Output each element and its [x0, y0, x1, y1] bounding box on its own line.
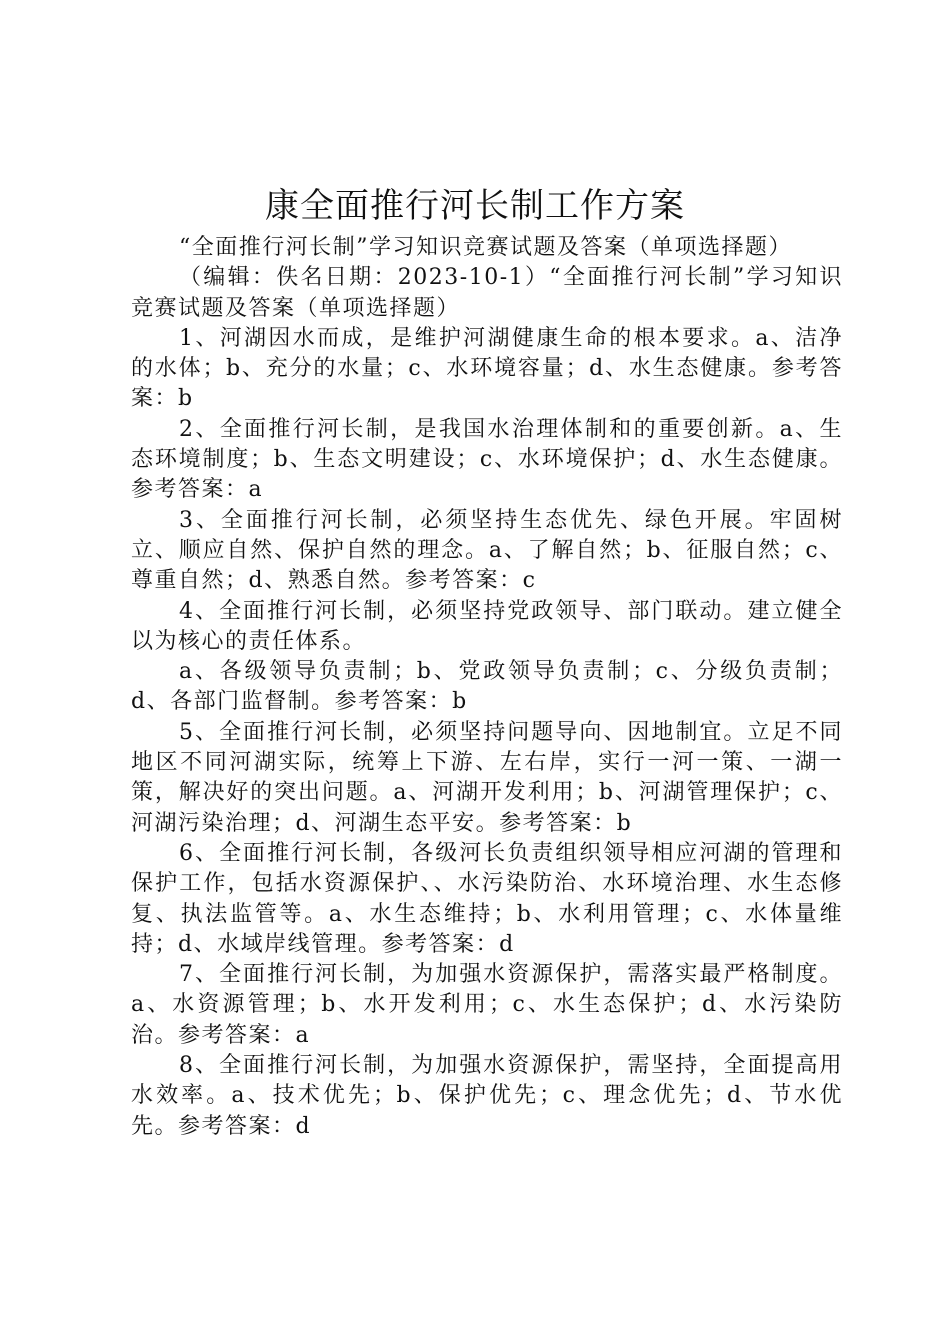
- paragraph-question-7: 7、全面推行河长制，为加强水资源保护，需落实最严格制度。a、水资源管理；b、水开发利用；c、水生态保护；d、水污染防治。参考答案：a: [131, 962, 843, 1048]
- paragraph-question-6: 6、全面推行河长制，各级河长负责组织领导相应河湖的管理和保护工作，包括水资源保护、、水污染防治、水环境治理、水生态修复、执法监管等。a、水生态维持；b、水利用管理；c、水体量维持；d、水域岸线管理。参考答案：d: [131, 840, 843, 957]
- document-body: [131, 233, 843, 1142]
- paragraph-question-2: 2、全面推行河长制，是我国水治理体制和的重要创新。a、生态环境制度；b、生态文明建设；c、水环境保护；d、水生态健康。参考答案：a: [131, 416, 843, 503]
- paragraph-question-3: 3、全面推行河长制，必须坚持生态优先、绿色开展。牢固树立、顺应自然、保护自然的理念。a、了解自然；b、征服自然；c、尊重自然；d、熟悉自然。参考答案：c: [131, 507, 843, 594]
- paragraph-question-4: 4、全面推行河长制，必须坚持党政领导、部门联动。建立健全以为核心的责任体系。: [131, 598, 843, 654]
- paragraph-question-5: 5、全面推行河长制，必须坚持问题导向、因地制宜。立足不同地区不同河湖实际，统筹上下游、左右岸，实行一河一策、一湖一策，解决好的突出问题。a、河湖开发利用；b、河湖管理保护；c、河湖污染治理；d、河湖生态平安。参考答案：b: [131, 719, 843, 836]
- paragraph-subtitle: “全面推行河长制”学习知识竞赛试题及答案（单项选择题）: [179, 235, 792, 260]
- paragraph-question-8: 8、全面推行河长制，为加强水资源保护，需坚持，全面提高用水效率。a、技术优先；b、保护优先；c、理念优先；d、节水优先。参考答案：d: [131, 1053, 843, 1139]
- paragraph-question-4-options: a、各级领导负责制；b、党政领导负责制；c、分级负责制；d、各部门监督制。参考答案：b: [131, 659, 843, 715]
- paragraph-editor-note: （编辑：佚名日期：2023-10-1）“全面推行河长制”学习知识竞赛试题及答案（单项选择题）: [131, 265, 843, 321]
- document-title: 康全面推行河长制工作方案: [265, 186, 685, 226]
- paragraph-question-1: 1、河湖因水而成，是维护河湖健康生命的根本要求。a、洁净的水体；b、充分的水量；c、水环境容量；d、水生态健康。参考答案：b: [131, 325, 843, 412]
